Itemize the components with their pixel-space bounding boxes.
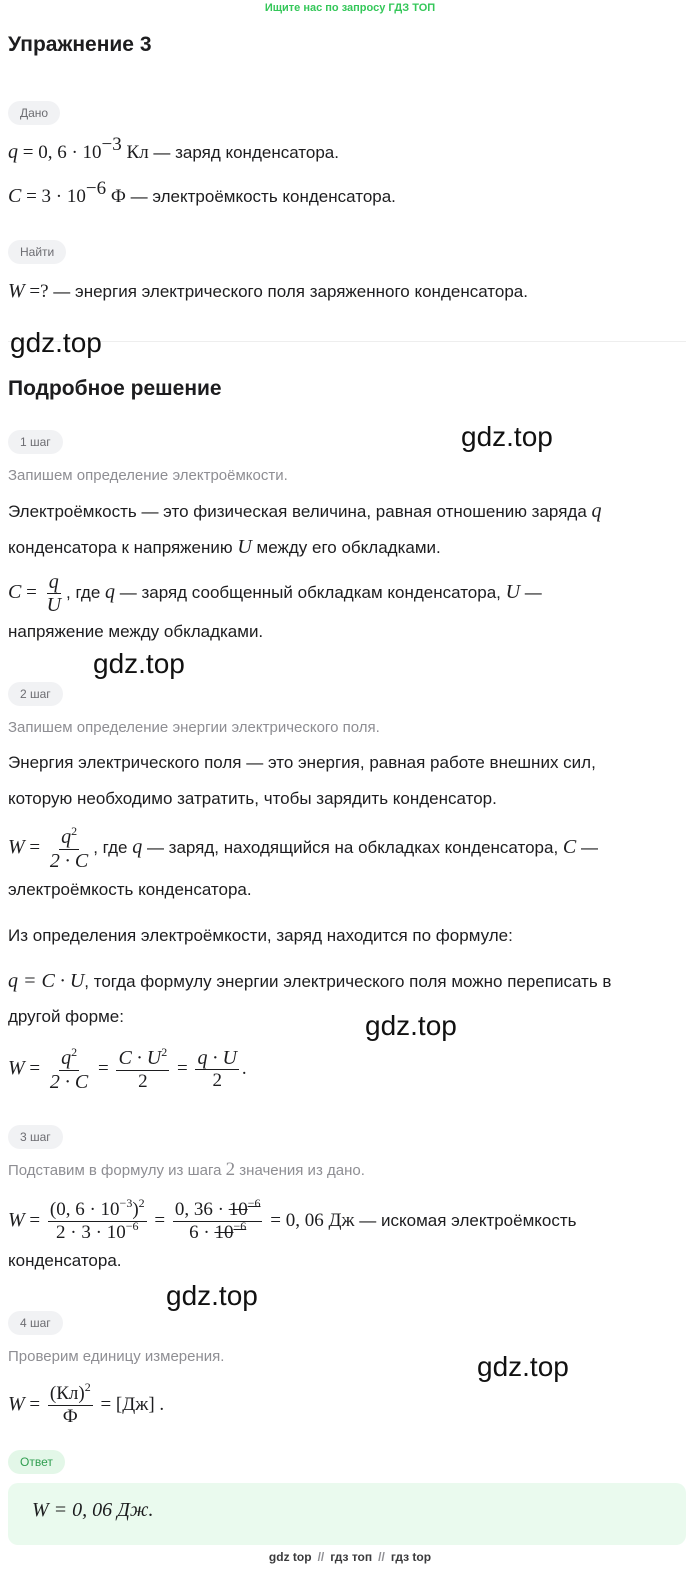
step-2-note: Запишем определение энергии электрического поля. <box>8 719 380 736</box>
step-2-formula-line <box>8 822 598 873</box>
given-capacitance <box>8 178 396 208</box>
formula-part: = 0, 6 · 10 <box>18 142 102 163</box>
text: — заряд, находящийся на обкладках конденсатора, <box>142 838 563 857</box>
formula-var: W <box>8 280 25 302</box>
given-chip: Дано <box>8 101 60 125</box>
formula-sup: 2 <box>71 823 78 838</box>
fraction <box>45 571 63 616</box>
formula-eq: = <box>24 1210 45 1231</box>
given-charge <box>8 134 339 164</box>
formula-var: C <box>562 836 577 858</box>
numerator <box>173 1196 263 1222</box>
formula-eq: = <box>24 837 45 858</box>
answer-formula: W = 0, 06 Дж. <box>32 1499 154 1521</box>
fraction <box>173 1196 263 1244</box>
denominator: 2 <box>212 1070 222 1092</box>
cancelled-term <box>214 1219 247 1244</box>
formula-sup: −3 <box>101 134 122 155</box>
find-line <box>8 280 528 303</box>
formula-var: W <box>8 836 25 858</box>
formula-sup: 2 <box>138 1196 145 1211</box>
formula-var: q <box>591 500 602 522</box>
formula-sup: −6 <box>233 1219 247 1234</box>
denominator: U <box>46 594 62 617</box>
step-2-formula-2 <box>8 1040 247 1097</box>
formula-var: q <box>61 825 72 848</box>
formula-part: 2 · 3 · 10 <box>56 1222 126 1244</box>
step-2-paragraph-3: электроёмкость конденсатора. <box>8 880 252 899</box>
formula-eq: = <box>21 582 42 603</box>
formula-var: C <box>8 581 22 603</box>
formula-part: (Кл) <box>49 1383 85 1405</box>
formula-sup: −6 <box>85 178 107 199</box>
formula-sup: 2 <box>161 1044 168 1059</box>
denominator <box>54 1219 140 1244</box>
formula: q = C · U <box>8 970 85 992</box>
separator: // <box>378 1550 385 1564</box>
numerator <box>48 1380 93 1406</box>
denominator: 2 <box>138 1070 148 1092</box>
formula-sup: 2 <box>71 1044 78 1059</box>
given-text: — электроёмкость конденсатора. <box>125 187 396 206</box>
step-1-paragraph-3: напряжение между обкладками. <box>8 622 264 641</box>
numerator <box>59 823 79 850</box>
step-1-paragraph-2 <box>8 536 441 559</box>
formula-var: W <box>8 1393 25 1415</box>
step-3-paragraph-2: конденсатора. <box>8 1251 122 1270</box>
formula-var: U <box>505 581 521 603</box>
formula-part: = 3 · 10 <box>21 186 86 207</box>
formula-var: W <box>8 1057 25 1079</box>
formula-part: 10 <box>214 1222 234 1244</box>
formula-unit: Кл <box>121 142 149 163</box>
watermark: gdz.top <box>365 1010 457 1041</box>
bottom-link[interactable]: гдз top <box>390 1550 432 1564</box>
cancelled-term <box>228 1196 261 1221</box>
numerator: q <box>48 571 59 594</box>
answer-chip: Ответ <box>8 1450 65 1474</box>
answer-box <box>8 1483 686 1545</box>
formula-eq: = <box>24 1394 45 1415</box>
text: — <box>576 838 598 857</box>
denominator: Ф <box>62 1406 78 1428</box>
formula-eq: = <box>149 1210 170 1231</box>
text: конденсатора к напряжению <box>8 538 238 557</box>
denominator <box>187 1219 248 1244</box>
step-2-paragraph-2: которую необходимо затратить, чтобы зарядить конденсатор. <box>8 789 497 808</box>
fraction <box>48 1196 147 1244</box>
text: , где <box>66 583 105 602</box>
bottom-link[interactable]: gdz top <box>268 1550 312 1564</box>
bottom-link[interactable]: гдз топ <box>330 1550 373 1564</box>
formula-unit: Ф <box>106 186 126 207</box>
watermark: gdz.top <box>461 421 553 452</box>
formula-sup: −6 <box>125 1219 139 1234</box>
find-chip: Найти <box>8 240 66 264</box>
formula-part: 10 <box>228 1199 248 1221</box>
formula-var: C <box>8 185 22 207</box>
step-4-note: Проверим единицу измерения. <box>8 1348 225 1365</box>
step-1-chip: 1 шаг <box>8 430 63 454</box>
denominator: 2 · C <box>49 1070 89 1093</box>
text: значения из дано. <box>235 1162 365 1179</box>
step-3-note <box>8 1159 365 1182</box>
answer-text <box>32 1499 153 1522</box>
fraction <box>116 1044 169 1093</box>
text: — <box>520 583 542 602</box>
formula-var: q <box>61 1046 72 1069</box>
formula-part: 0, 36 · <box>174 1199 229 1221</box>
step-4-formula-line <box>8 1376 164 1433</box>
text: Подставим в формулу из шага <box>8 1162 226 1179</box>
fraction <box>48 823 90 872</box>
fraction <box>195 1047 238 1092</box>
formula-result: = [Дж] . <box>95 1394 165 1415</box>
formula-var: W <box>8 1209 25 1231</box>
watermark: gdz.top <box>93 648 185 679</box>
formula-part: (0, 6 · 10 <box>49 1199 120 1221</box>
step-2-paragraph-1: Энергия электрического поля — это энергия, равная работе внешних сил, <box>8 753 596 772</box>
formula-var: q <box>105 581 115 603</box>
step-4-chip: 4 шаг <box>8 1311 63 1335</box>
page-title: Упражнение 3 <box>8 33 152 56</box>
numerator: q · U <box>197 1047 237 1070</box>
text: — заряд сообщенный обкладкам конденсатора, <box>115 583 506 602</box>
step-1-formula-line <box>8 569 542 616</box>
step-3-chip: 3 шаг <box>8 1125 63 1149</box>
bottom-links <box>0 1550 700 1564</box>
formula-sup: −6 <box>247 1196 261 1211</box>
section-divider <box>8 341 686 342</box>
step-1-note: Запишем определение электроёмкости. <box>8 467 288 484</box>
fraction <box>48 1044 90 1093</box>
fraction <box>48 1380 93 1428</box>
formula-var: q <box>132 836 143 858</box>
formula-eq: = <box>24 1058 45 1079</box>
formula-dot: . <box>241 1058 247 1079</box>
separator: // <box>317 1550 325 1564</box>
numerator <box>59 1044 79 1071</box>
watermark: gdz.top <box>477 1351 569 1382</box>
step-3-formula-line <box>8 1190 577 1251</box>
formula-eq: = <box>172 1058 193 1079</box>
formula-sup: 2 <box>84 1380 91 1395</box>
step-1-paragraph <box>8 500 602 523</box>
step-2-chip: 2 шаг <box>8 682 63 706</box>
text: Электроёмкость — это физическая величина, равная отношению заряда <box>8 502 592 521</box>
text: между его обкладками. <box>251 538 441 557</box>
denominator: 2 · C <box>49 849 89 872</box>
formula-part: ) <box>132 1199 139 1221</box>
numerator <box>116 1044 169 1071</box>
step-2-paragraph-6: другой форме: <box>8 1007 124 1026</box>
formula-num: 2 <box>225 1159 236 1180</box>
top-banner[interactable]: Ищите нас по запросу ГДЗ ТОП <box>264 2 436 14</box>
watermark: gdz.top <box>10 327 102 358</box>
formula-part: =? <box>24 281 49 302</box>
given-text: — заряд конденсатора. <box>148 143 339 162</box>
formula-part: 6 · <box>189 1222 215 1244</box>
find-text: — энергия электрического поля заряженного конденсатора. <box>48 282 528 301</box>
text: — искомая электроёмкость <box>354 1211 577 1230</box>
formula-result: = 0, 06 Дж <box>265 1210 355 1231</box>
formula-var: U <box>237 536 252 558</box>
formula-var: q <box>8 141 18 163</box>
formula-var: C · U <box>118 1046 162 1069</box>
text: , где <box>93 838 133 857</box>
step-2-paragraph-4: Из определения электроёмкости, заряд находится по формуле: <box>8 926 513 945</box>
text: , тогда формулу энергии электрического поля можно переписать в <box>84 972 612 991</box>
watermark: gdz.top <box>166 1280 258 1311</box>
solution-title: Подробное решение <box>8 377 222 400</box>
step-2-paragraph-5 <box>8 970 611 993</box>
formula-eq: = <box>93 1058 114 1079</box>
formula-sup: −3 <box>119 1196 133 1211</box>
